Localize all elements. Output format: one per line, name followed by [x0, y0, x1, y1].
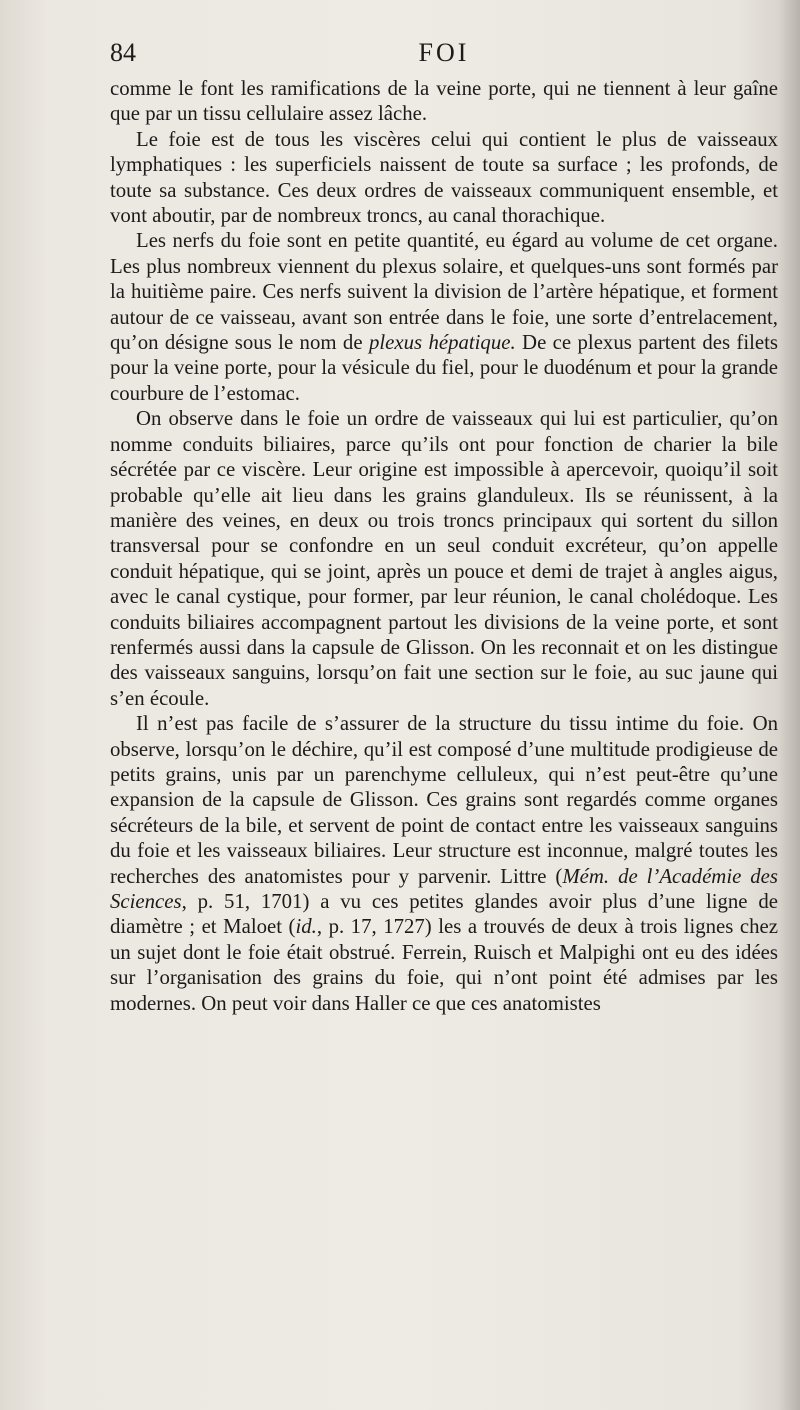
- text-run: , p. 51, 1701) a vu ces petites glandes avoir plus d’une ligne de diamètre ; et Maloet (: [110, 890, 778, 939]
- paragraph-bile-ducts: [110, 406, 778, 711]
- text-run: , p. 17, 1727) les a trouvés de deux à trois lignes chez un sujet dont le foie était obstrué. Ferrein, Ruisch et Malpighi ont eu des idées sur l’organisation des grains du foie, qui n’ont point été admises par les modernes. On peut voir dans Haller ce que ces anatomistes: [110, 915, 778, 1015]
- text-run: Le foie est de tous les viscères celui qui contient le plus de vaisseaux lymphatiques : les superficiels naissent de toute sa surface ; les profonds, de toute sa substance. Ces deux ordres de vaisseaux communiquent ensemble, et vont aboutir, par de nombreux troncs, au canal thorachique.: [110, 127, 778, 228]
- text-run: On observe dans le foie un ordre de vaisseaux qui lui est particulier, qu’on nomme conduits biliaires, parce qu’ils ont pour fonction de charier la bile sécrétée par ce viscère. Leur origine est impossible à apercevoir, quoiqu’il soit probable qu’elle ait lieu dans les grains glanduleux. Ils se réunissent, à la manière des veines, en deux ou trois troncs principaux qui sortent du sillon transversal pour se confondre en un seul conduit excréteur, qu’on appelle conduit hépatique, qui se joint, après un pouce et demi de trajet à angles aigus, avec le canal cystique, pour former, par leur réunion, le canal cholédoque. Les conduits biliaires accompagnent partout les divisions de la veine porte, et sont renfermés aussi dans la capsule de Glisson. On les reconnait et on les distingue des vaisseaux sanguins, lorsqu’on fait une section sur le foie, au suc jaune qui s’en écoule.: [110, 407, 778, 710]
- text-run: Les nerfs du foie sont en petite quantité, eu égard au volume de cet organe. Les plus nombreux viennent du plexus solaire, et quelques-uns sont formés par la huitième paire. Ces nerfs suivent la division de l’artère hépatique, et forment autour de ce vaisseau, avant son entrée dans le foie, une sorte d’entrelacement, qu’on désigne sous le nom de: [110, 229, 778, 355]
- body-text: [110, 76, 778, 1016]
- text-run: Il n’est pas facile de s’assurer de la structure du tissu intime du foie. On observe, lorsqu’on le déchire, qu’il est composé d’une multitude prodigieuse de petits grains, unis par un parenchyme celluleux, qui n’est peut-être qu’une expansion de la capsule de Glisson. Ces grains sont regardés comme organes sécréteurs de la bile, et servent de point de contact entre les vaisseaux sanguins du foie et les vaisseaux biliaires. Leur structure est inconnue, malgré toutes les recherches des anatomistes pour y parvenir. Littre (: [110, 712, 778, 888]
- page-number: 84: [110, 38, 136, 67]
- italic-citation: Mém. de l’Académie des Sciences: [110, 864, 778, 913]
- italic-citation: id.: [295, 915, 317, 939]
- paragraph-nerves: [110, 228, 778, 406]
- text-run: De ce plexus partent des filets pour la veine porte, pour la vésicule du fiel, pour le duodénum et pour la grande courbure de l’estomac.: [110, 331, 779, 405]
- paragraph-structure: [110, 711, 778, 1016]
- paragraph-lymphatics: [110, 127, 778, 229]
- page-edge-shadow: [778, 0, 800, 1410]
- page-header: [110, 38, 778, 78]
- running-head: FOI: [418, 38, 470, 67]
- italic-term: plexus hépatique.: [368, 331, 516, 355]
- text-run: comme le font les ramifications de la veine porte, qui ne tiennent à leur gaîne que par un tissu cellulaire assez lâche.: [110, 77, 778, 126]
- paragraph-continuation: [110, 76, 778, 127]
